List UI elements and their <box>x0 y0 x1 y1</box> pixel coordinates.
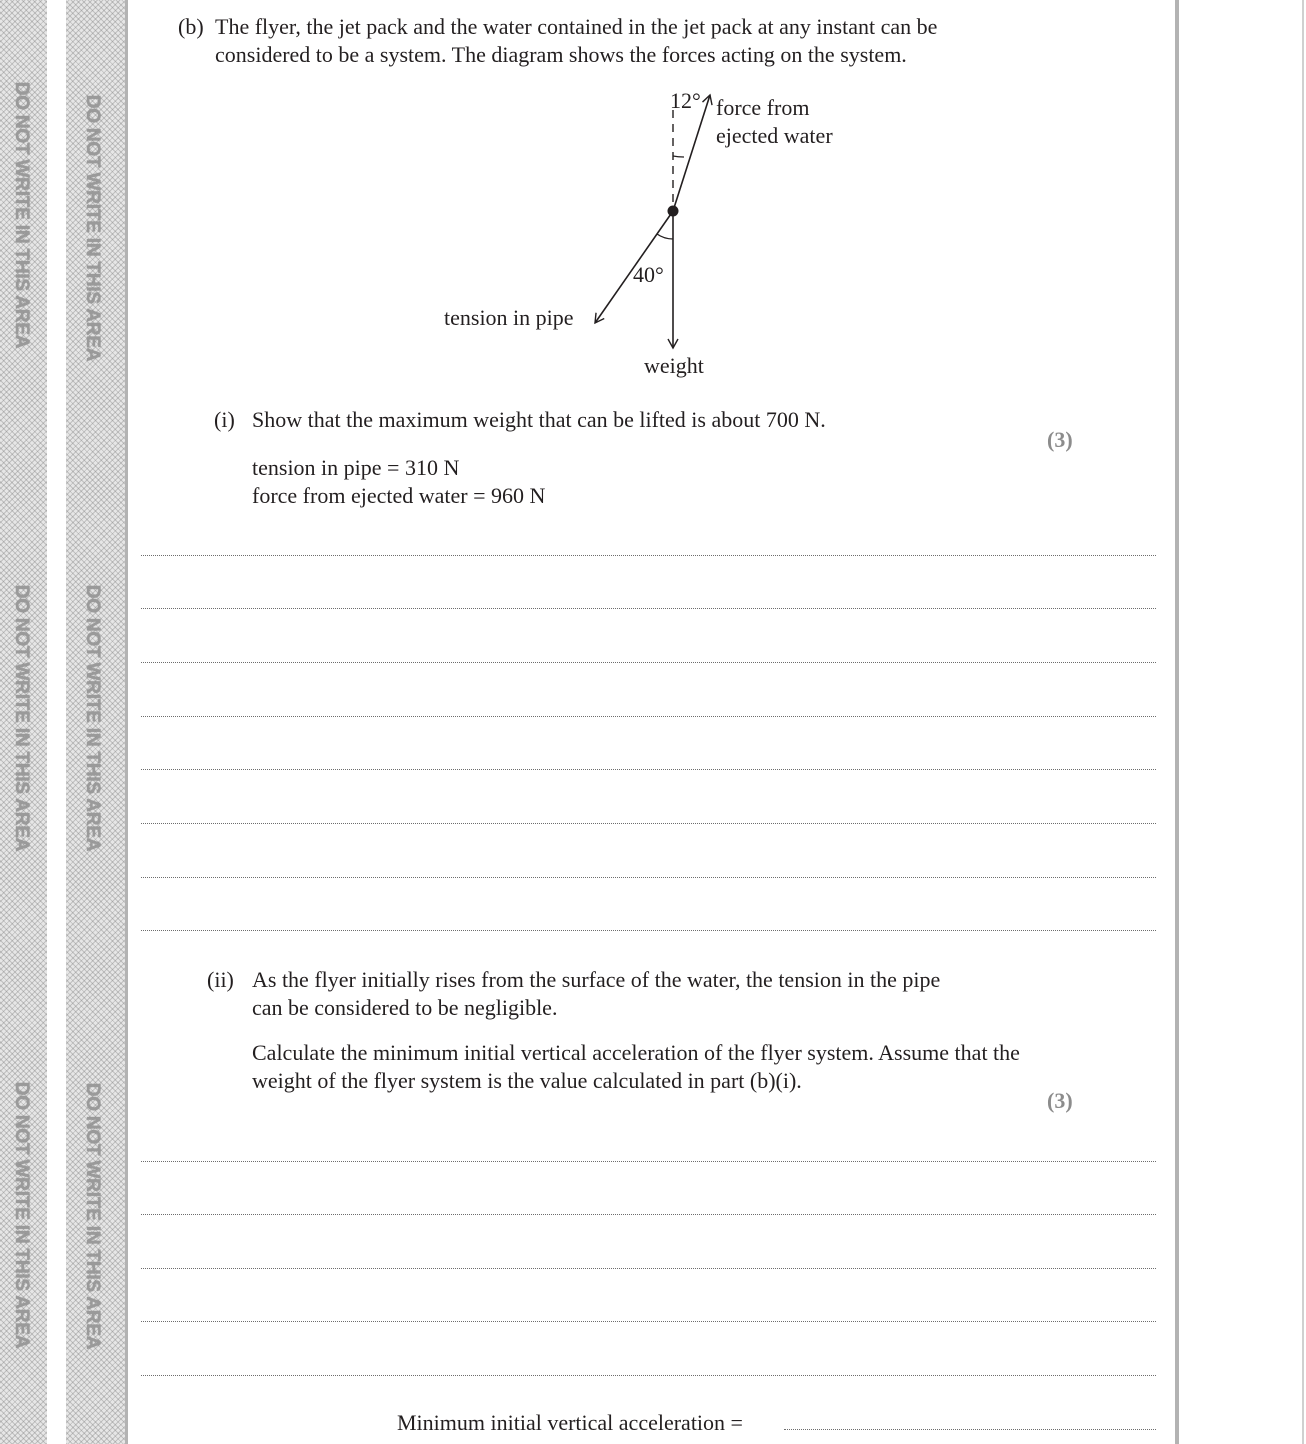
answer-line[interactable] <box>141 1321 1156 1322</box>
left-border-rule <box>125 0 128 1444</box>
answer-line[interactable] <box>141 716 1156 717</box>
margin-gap <box>47 0 66 1444</box>
part-ii-instruction-line2: weight of the flyer system is the value calculated in part (b)(i). <box>252 1068 802 1093</box>
part-b-intro-line1: The flyer, the jet pack and the water contained in the jet pack at any instant can be <box>215 14 938 39</box>
part-i-given-tension: tension in pipe = 310 N <box>252 455 460 480</box>
answer-line[interactable] <box>141 769 1156 770</box>
weight-label: weight <box>644 353 704 378</box>
part-i-question: Show that the maximum weight that can be lifted is about 700 N. <box>252 407 826 432</box>
tension-label: tension in pipe <box>444 305 574 330</box>
part-ii-question-line1: As the flyer initially rises from the surface of the water, the tension in the pipe <box>252 967 941 992</box>
answer-line[interactable] <box>141 662 1156 663</box>
part-b-label: (b) <box>178 14 204 39</box>
system-point <box>668 206 679 217</box>
part-ii-question-line2: can be considered to be negligible. <box>252 995 558 1020</box>
answer-line[interactable] <box>141 608 1156 609</box>
answer-line[interactable] <box>141 555 1156 556</box>
answer-line[interactable] <box>141 1268 1156 1269</box>
part-i-given-force: force from ejected water = 960 N <box>252 483 546 508</box>
answer-line[interactable] <box>141 1375 1156 1376</box>
answer-line[interactable] <box>141 1214 1156 1215</box>
part-i-marks: (3) <box>1047 427 1073 452</box>
page-edge-rule <box>1302 0 1304 1444</box>
answer-line[interactable] <box>141 877 1156 878</box>
answer-line[interactable] <box>141 930 1156 931</box>
part-ii-marks: (3) <box>1047 1088 1073 1113</box>
angle-label-top: 12° <box>670 88 701 113</box>
ejected-water-label-line2: ejected water <box>716 123 833 148</box>
angle-arc-mid <box>657 234 673 239</box>
ejected-water-label-line1: force from <box>716 95 810 120</box>
final-answer-line[interactable] <box>784 1429 1156 1430</box>
part-b-intro-line2: considered to be a system. The diagram shows the forces acting on the system. <box>215 42 907 67</box>
answer-line[interactable] <box>141 1161 1156 1162</box>
final-answer-label: Minimum initial vertical acceleration = <box>397 1410 743 1435</box>
right-border-rule <box>1175 0 1179 1444</box>
part-i-label: (i) <box>214 407 235 432</box>
part-ii-label: (ii) <box>207 967 234 992</box>
force-diagram <box>420 80 880 390</box>
answer-line[interactable] <box>141 823 1156 824</box>
angle-label-mid: 40° <box>633 262 664 287</box>
angle-arc-top <box>673 156 684 157</box>
part-ii-instruction-line1: Calculate the minimum initial vertical acceleration of the flyer system. Assume that the <box>252 1040 1020 1065</box>
